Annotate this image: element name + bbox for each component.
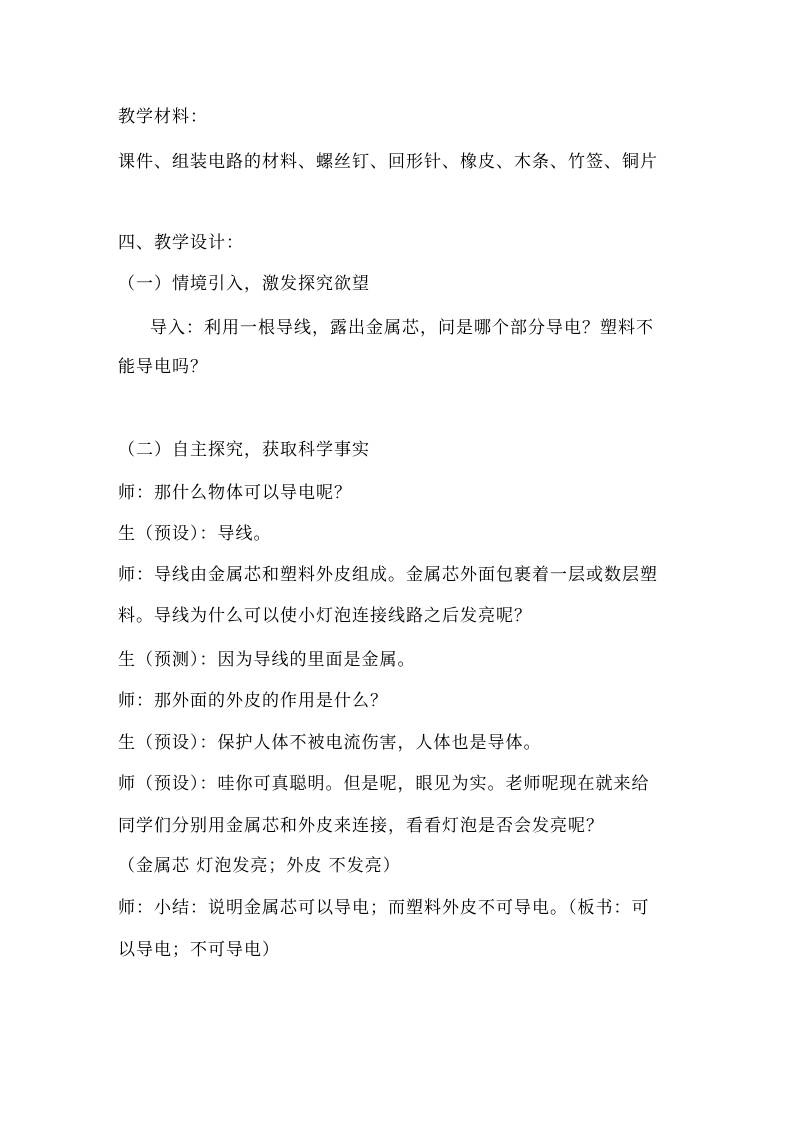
intro-paragraph-line-2: 能导电吗？ [118, 357, 208, 377]
intro-paragraph-line-1: 导入：利用一根导线，露出金属芯，问是哪个部分导电？塑料不 [150, 318, 654, 338]
result-note: （金属芯 灯泡发亮；外皮 不发亮） [118, 856, 401, 876]
summary-line-2: 以导电；不可导电） [118, 940, 280, 960]
dialogue-line: 师：导线由金属芯和塑料外皮组成。金属芯外面包裹着一层或数层塑 [118, 565, 658, 585]
materials-list: 课件、组装电路的材料、螺丝钉、回形针、橡皮、木条、竹签、铜片 [118, 152, 658, 172]
dialogue-line: 师：那外面的外皮的作用是什么？ [118, 691, 388, 711]
summary-line-1: 师：小结：说明金属芯可以导电；而塑料外皮不可导电。（板书：可 [118, 898, 650, 918]
subsection-heading-2: （二）自主探究，获取科学事实 [118, 440, 370, 460]
dialogue-line: 生（预测）：因为导线的里面是金属。 [118, 650, 416, 670]
subsection-heading-1: （一）情境引入，激发探究欲望 [118, 274, 370, 294]
materials-heading: 教学材料： [118, 107, 208, 127]
section-heading-teaching-design: 四、教学设计： [118, 233, 244, 253]
dialogue-line: 料。导线为什么可以使小灯泡连接线路之后发亮呢？ [118, 606, 532, 626]
dialogue-line: 师：那什么物体可以导电呢？ [118, 483, 352, 503]
dialogue-line: 同学们分别用金属芯和外皮来连接，看看灯泡是否会发亮呢？ [118, 816, 604, 836]
dialogue-line: 师（预设）：哇你可真聪明。但是呢，眼见为实。老师呢现在就来给 [118, 774, 650, 794]
dialogue-line: 生（预设）：导线。 [118, 524, 272, 544]
dialogue-line: 生（预设）：保护人体不被电流伤害，人体也是导体。 [118, 733, 542, 753]
